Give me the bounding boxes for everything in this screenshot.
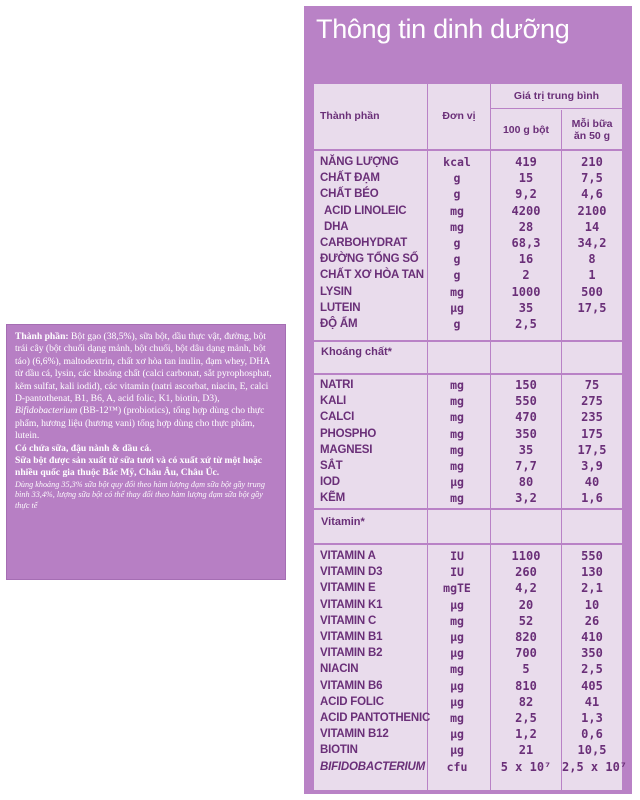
cell-value-per-100g: 35 — [518, 442, 534, 457]
header-per-serving: Mỗi bữa ăn 50 g — [571, 118, 613, 142]
ingredients-box — [6, 324, 286, 580]
cell-value-per-100g: 2,5 — [515, 711, 537, 725]
ingredients-text: Bột gạo (38,5%), sữa bột, dầu thực vật, đường, bột trái cây (bột chuối dạng mảnh, bột chuối, bột dâu dạng mảnh, bột táo) (6,6%), maltodextrin, chất xơ hòa tan inulin, đạm whey, DHA từ dầu cá, lysin, các khoáng chất (calci carbonat, sắt pyrophosphat, kẽm sulfat, kali iodid), các vitamin (natri ascorbat, niacin, E, calci D-pantothenat, B1, B6, A, acid folic, K1, biotin, D3), — [15, 331, 272, 405]
cell-nutrient-name: CHẤT ĐẠM — [320, 172, 380, 185]
origin-statement: Sữa bột được sản xuất từ sữa tươi và có xuất xứ từ một hoặc nhiều quốc gia thuộc Bắc Mỹ, Châu Âu, Châu Úc. — [15, 455, 263, 479]
cell-value-per-100g: 2,5 — [515, 317, 537, 331]
cell-nutrient-name: NIACIN — [320, 663, 359, 676]
cell-nutrient-name: DHA — [324, 220, 349, 233]
cell-unit: µg — [450, 646, 464, 661]
cell-unit: mg — [450, 394, 464, 409]
header-average: Giá trị trung bình — [513, 90, 600, 102]
minerals-heading: Khoáng chất* — [321, 346, 392, 358]
cell-nutrient-name: VITAMIN A — [320, 550, 376, 562]
cell-value-per-100g: 470 — [515, 410, 537, 425]
cell-nutrient-name: KẼM — [320, 492, 345, 505]
cell-unit: mg — [450, 491, 464, 506]
cell-value-per-serving: 4,6 — [581, 187, 603, 202]
section-rule — [314, 373, 622, 375]
cell-value-per-serving: 500 — [581, 284, 603, 299]
cell-unit: µg — [450, 300, 464, 315]
cell-unit: µg — [450, 630, 464, 644]
ingredients-label: Thành phần: — [15, 331, 69, 342]
cell-value-per-100g: 5 — [522, 662, 530, 677]
cell-value-per-100g: 4,2 — [515, 581, 537, 596]
cell-value-per-serving: 235 — [581, 410, 603, 425]
nutrition-table — [314, 84, 628, 790]
cell-nutrient-name: NATRI — [320, 379, 354, 391]
cell-nutrient-name: VITAMIN B6 — [320, 679, 383, 692]
cell-unit: g — [453, 268, 461, 283]
cell-nutrient-name: CARBOHYDRAT — [320, 237, 408, 249]
cell-value-per-serving: 2100 — [577, 203, 607, 218]
cell-value-per-100g: 20 — [518, 597, 534, 612]
cell-value-per-100g: 16 — [518, 252, 534, 267]
cell-unit: µg — [450, 678, 464, 693]
cell-value-per-serving: 175 — [581, 426, 603, 441]
ingredients-paragraph — [15, 331, 277, 443]
cell-nutrient-name: MAGNESI — [320, 443, 373, 456]
nutrition-title: Thông tin dinh dưỡng — [316, 14, 570, 44]
cell-value-per-serving: 17,5 — [577, 300, 607, 315]
allergen-statement: Có chứa sữa, đậu nành & dầu cá. — [15, 442, 152, 454]
cell-nutrient-name: BIOTIN — [320, 744, 358, 757]
cell-value-per-serving: 17,5 — [577, 442, 607, 457]
cell-value-per-100g: 80 — [518, 475, 534, 490]
cell-nutrient-name: VITAMIN E — [320, 582, 376, 595]
header-unit: Đơn vị — [442, 110, 476, 122]
probiotic-name: Bifidobacterium — [15, 405, 78, 417]
cell-unit: cfu — [446, 759, 468, 774]
cell-unit: mg — [450, 203, 464, 218]
cell-unit: µg — [450, 743, 464, 758]
ingredients-text-after: (BB-12™) (probiotics), tổng hợp dùng cho thực phẩm, hương liệu (hương vani) tổng hợp dùng cho thực phẩm, lutein. — [15, 405, 265, 442]
cell-unit: g — [453, 171, 461, 186]
vitamins-heading: Vitamin* — [321, 516, 365, 528]
cell-value-per-100g: 150 — [515, 378, 537, 392]
cell-unit: g — [453, 187, 461, 202]
cell-value-per-serving: 7,5 — [581, 171, 603, 186]
cell-unit: mg — [450, 662, 464, 677]
cell-nutrient-name: CALCI — [320, 411, 355, 424]
cell-unit: mgTE — [443, 581, 471, 596]
cell-nutrient-name: KALI — [320, 395, 347, 408]
cell-value-per-100g: 9,2 — [515, 187, 537, 202]
cell-value-per-serving: 2,5 — [581, 662, 603, 677]
cell-unit: µg — [450, 727, 464, 742]
cell-value-per-100g: 68,3 — [511, 236, 541, 250]
cell-nutrient-name: LYSIN — [320, 285, 352, 298]
cell-unit: mg — [450, 284, 464, 299]
cell-unit: mg — [450, 442, 464, 457]
cell-unit: g — [453, 252, 461, 267]
cell-value-per-serving: 275 — [581, 394, 603, 409]
cell-unit: g — [453, 317, 461, 331]
cell-unit: mg — [450, 613, 464, 628]
cell-nutrient-name: VITAMIN B2 — [320, 647, 383, 660]
cell-unit: µg — [450, 694, 464, 709]
cell-unit: mg — [450, 410, 464, 425]
cell-unit: IU — [450, 549, 464, 563]
cell-unit: kcal — [443, 155, 471, 169]
cell-value-per-100g: 15 — [518, 171, 534, 186]
cell-value-per-100g: 810 — [515, 678, 537, 693]
cell-value-per-serving: 130 — [581, 565, 603, 580]
cell-value-per-serving: 75 — [584, 378, 600, 392]
cell-value-per-serving: 34,2 — [577, 236, 607, 250]
cell-nutrient-name: ĐỘ ẨM — [320, 318, 358, 330]
cell-value-per-100g: 82 — [518, 694, 534, 709]
cell-value-per-100g: 550 — [515, 394, 537, 409]
cell-nutrient-name: PHOSPHO — [320, 427, 377, 440]
cell-nutrient-name: SẮT — [320, 460, 343, 472]
cell-value-per-100g: 700 — [515, 646, 537, 661]
cell-value-per-100g: 1,2 — [515, 727, 537, 742]
cell-nutrient-name: ACID PANTOTHENIC — [320, 712, 431, 724]
cell-value-per-100g: 419 — [515, 155, 537, 169]
header-component: Thành phần — [320, 110, 380, 122]
cell-value-per-100g: 1000 — [511, 284, 541, 299]
cell-value-per-100g: 3,2 — [515, 491, 537, 506]
cell-value-per-serving: 10 — [584, 597, 600, 612]
milk-powder-note: Dùng khoảng 35,3% sữa bột quy đổi theo hàm lượng đạm sữa bột gầy trung bình 33,4%, lượng sữa bột có thể thay đổi theo hàm lượng đạm sữa bột gầy thực tế — [15, 479, 265, 511]
cell-unit: mg — [450, 219, 464, 234]
cell-nutrient-name: NĂNG LƯỢNG — [320, 156, 399, 168]
cell-value-per-serving: 1,3 — [581, 711, 603, 725]
cell-value-per-100g: 1100 — [511, 549, 541, 563]
cell-value-per-serving: 1 — [588, 268, 596, 283]
nutrition-panel — [304, 6, 632, 794]
cell-value-per-serving: 210 — [581, 155, 603, 169]
cell-value-per-100g: 820 — [515, 630, 537, 644]
cell-value-per-serving: 2,5 x 10⁷ — [562, 759, 628, 774]
cell-value-per-serving: 0,6 — [581, 727, 603, 742]
cell-nutrient-name: LUTEIN — [320, 301, 361, 314]
cell-nutrient-name: VITAMIN B1 — [320, 631, 383, 643]
cell-nutrient-name: VITAMIN C — [320, 614, 377, 627]
cell-value-per-serving: 10,5 — [577, 743, 607, 758]
cell-nutrient-name: CHẤT XƠ HÒA TAN — [320, 269, 424, 282]
cell-value-per-100g: 52 — [518, 613, 534, 628]
cell-value-per-serving: 41 — [584, 694, 600, 709]
cell-value-per-100g: 28 — [518, 219, 534, 234]
cell-value-per-serving: 26 — [584, 613, 600, 628]
cell-nutrient-name: VITAMIN B12 — [320, 728, 389, 741]
cell-value-per-100g: 260 — [515, 565, 537, 580]
cell-value-per-serving: 550 — [581, 549, 603, 563]
cell-value-per-serving: 3,9 — [581, 459, 603, 473]
cell-nutrient-name: ACID LINOLEIC — [324, 204, 407, 217]
cell-value-per-serving — [562, 316, 622, 332]
cell-unit: mg — [450, 711, 464, 725]
cell-nutrient-name: BIFIDOBACTERIUM — [320, 760, 425, 773]
header-per-100g: 100 g bột — [502, 124, 550, 136]
cell-unit: mg — [450, 459, 464, 473]
section-rule — [314, 508, 622, 510]
cell-value-per-100g: 5 x 10⁷ — [500, 759, 552, 774]
cell-value-per-100g: 350 — [515, 426, 537, 441]
cell-nutrient-name: ĐƯỜNG TỔNG SỐ — [320, 253, 419, 266]
cell-value-per-serving: 405 — [581, 678, 603, 693]
cell-unit: µg — [450, 597, 464, 612]
cell-value-per-100g: 35 — [518, 300, 534, 315]
section-rule — [314, 543, 622, 545]
cell-nutrient-name: IOD — [320, 476, 340, 489]
cell-nutrient-name: CHẤT BÉO — [320, 188, 379, 201]
header-rule — [314, 149, 622, 151]
cell-value-per-serving: 350 — [581, 646, 603, 661]
cell-value-per-serving: 40 — [584, 475, 600, 490]
cell-value-per-100g: 2 — [522, 268, 530, 283]
cell-unit: mg — [450, 378, 464, 392]
cell-value-per-serving: 2,1 — [581, 581, 603, 596]
cell-unit: g — [453, 236, 461, 250]
cell-value-per-serving: 410 — [581, 630, 603, 644]
cell-value-per-100g: 4200 — [511, 203, 541, 218]
cell-unit: mg — [450, 426, 464, 441]
cell-value-per-serving: 14 — [584, 219, 600, 234]
cell-value-per-serving: 8 — [588, 252, 596, 267]
section-rule — [314, 340, 622, 342]
cell-value-per-serving: 1,6 — [581, 491, 603, 506]
cell-nutrient-name: VITAMIN K1 — [320, 598, 383, 611]
cell-unit: IU — [450, 565, 464, 580]
cell-value-per-100g: 21 — [518, 743, 534, 758]
cell-nutrient-name: ACID FOLIC — [320, 695, 384, 708]
cell-nutrient-name: VITAMIN D3 — [320, 566, 383, 579]
cell-value-per-100g: 7,7 — [515, 459, 537, 473]
header-sub-rule — [491, 108, 622, 109]
cell-unit: µg — [450, 475, 464, 490]
